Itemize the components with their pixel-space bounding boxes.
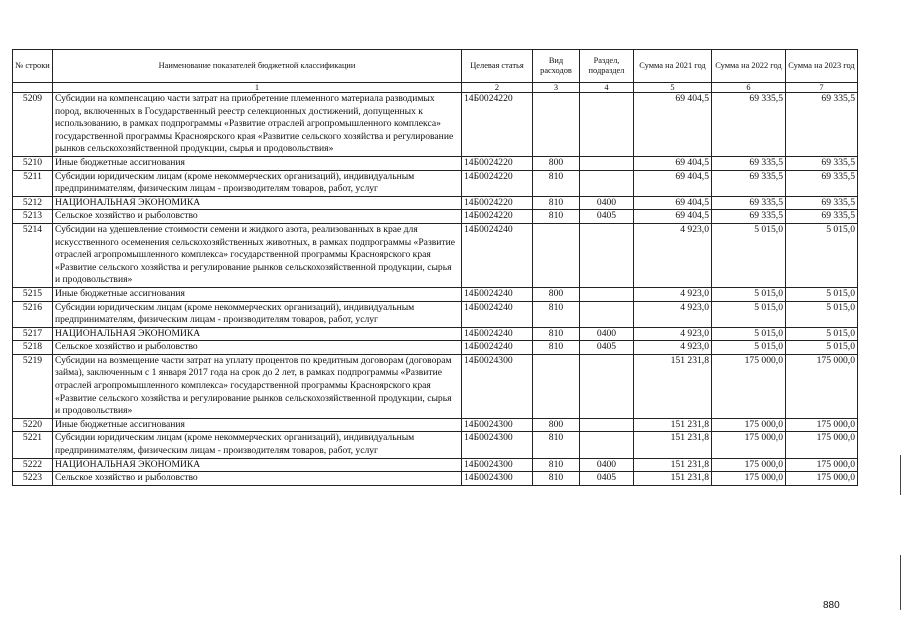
sum-2021-cell: 4 923,0 — [634, 287, 712, 301]
section-cell — [580, 156, 634, 170]
row-number-cell: 5218 — [13, 341, 53, 355]
row-number-cell: 5222 — [13, 458, 53, 472]
sum-2021-cell: 69 404,5 — [634, 170, 712, 196]
section-cell: 0400 — [580, 458, 634, 472]
expense-type-cell: 810 — [533, 458, 580, 472]
section-cell — [580, 287, 634, 301]
target-article-cell: 14Б0024220 — [462, 196, 533, 210]
header-expense-type: Вид расходов — [533, 50, 580, 83]
table-row — [13, 341, 858, 355]
sum-2022-cell: 69 335,5 — [712, 93, 786, 157]
sum-2021-cell: 69 404,5 — [634, 156, 712, 170]
section-cell — [580, 432, 634, 458]
row-number-cell: 5221 — [13, 432, 53, 458]
table-row — [13, 327, 858, 341]
sum-2023-cell: 175 000,0 — [786, 418, 858, 432]
target-article-cell: 14Б0024300 — [462, 432, 533, 458]
column-number: 1 — [53, 83, 462, 93]
sum-2022-cell: 175 000,0 — [712, 432, 786, 458]
indicator-name-cell: НАЦИОНАЛЬНАЯ ЭКОНОМИКА — [53, 196, 462, 210]
table-row — [13, 196, 858, 210]
budget-table-container — [12, 49, 857, 486]
table-row — [13, 472, 858, 486]
indicator-name-cell: Иные бюджетные ассигнования — [53, 418, 462, 432]
row-number-cell: 5215 — [13, 287, 53, 301]
indicator-name-cell: Субсидии юридическим лицам (кроме некоммерческих организаций), индивидуальным предпринимателям, физическим лицам - производителям товаров, работ, услуг — [53, 301, 462, 327]
sum-2023-cell: 175 000,0 — [786, 458, 858, 472]
section-cell — [580, 354, 634, 418]
sum-2022-cell: 175 000,0 — [712, 458, 786, 472]
sum-2021-cell: 151 231,8 — [634, 472, 712, 486]
column-number: 7 — [786, 83, 858, 93]
expense-type-cell — [533, 223, 580, 287]
row-number-cell: 5213 — [13, 210, 53, 224]
column-number: 6 — [712, 83, 786, 93]
expense-type-cell: 810 — [533, 170, 580, 196]
row-number-cell: 5210 — [13, 156, 53, 170]
row-number-cell: 5212 — [13, 196, 53, 210]
table-row — [13, 93, 858, 157]
target-article-cell: 14Б0024240 — [462, 287, 533, 301]
sum-2021-cell: 69 404,5 — [634, 196, 712, 210]
expense-type-cell: 800 — [533, 418, 580, 432]
table-row — [13, 223, 858, 287]
sum-2022-cell: 69 335,5 — [712, 170, 786, 196]
sum-2021-cell: 4 923,0 — [634, 223, 712, 287]
row-number-cell: 5217 — [13, 327, 53, 341]
table-row — [13, 210, 858, 224]
indicator-name-cell: Субсидии на возмещение части затрат на уплату процентов по кредитным договорам (договорам займа), заключенным с 1 января 2017 года на срок до 2 лет, в рамках подпрограммы «Развитие отраслей агропромышленного комплекса» государственной программы Красноярского края «Развитие сельского хозяйства и регулирование рынков сельскохозяйственной продукции, сырья и продовольствия» — [53, 354, 462, 418]
header-sum-2023: Сумма на 2023 год — [786, 50, 858, 83]
target-article-cell: 14Б0024220 — [462, 210, 533, 224]
sum-2023-cell: 69 335,5 — [786, 170, 858, 196]
header-indicator-name: Наименование показателей бюджетной классификации — [53, 50, 462, 83]
expense-type-cell: 810 — [533, 432, 580, 458]
header-target-article: Целевая статья — [462, 50, 533, 83]
table-row — [13, 432, 858, 458]
column-number: 2 — [462, 83, 533, 93]
scan-edge-mark — [900, 555, 901, 610]
sum-2022-cell: 175 000,0 — [712, 354, 786, 418]
column-number — [13, 83, 53, 93]
row-number-cell: 5223 — [13, 472, 53, 486]
sum-2021-cell: 4 923,0 — [634, 301, 712, 327]
section-cell: 0405 — [580, 341, 634, 355]
row-number-cell: 5214 — [13, 223, 53, 287]
target-article-cell: 14Б0024300 — [462, 472, 533, 486]
row-number-cell: 5211 — [13, 170, 53, 196]
target-article-cell: 14Б0024300 — [462, 458, 533, 472]
sum-2021-cell: 4 923,0 — [634, 327, 712, 341]
expense-type-cell: 810 — [533, 341, 580, 355]
target-article-cell: 14Б0024220 — [462, 170, 533, 196]
header-sum-2022: Сумма на 2022 год — [712, 50, 786, 83]
sum-2023-cell: 5 015,0 — [786, 341, 858, 355]
sum-2023-cell: 69 335,5 — [786, 156, 858, 170]
header-sum-2021: Сумма на 2021 год — [634, 50, 712, 83]
table-body — [13, 93, 858, 486]
sum-2022-cell: 69 335,5 — [712, 156, 786, 170]
indicator-name-cell: Иные бюджетные ассигнования — [53, 156, 462, 170]
sum-2023-cell: 69 335,5 — [786, 210, 858, 224]
target-article-cell: 14Б0024220 — [462, 156, 533, 170]
expense-type-cell: 810 — [533, 472, 580, 486]
target-article-cell: 14Б0024240 — [462, 301, 533, 327]
sum-2021-cell: 4 923,0 — [634, 341, 712, 355]
sum-2023-cell: 175 000,0 — [786, 432, 858, 458]
sum-2022-cell: 5 015,0 — [712, 223, 786, 287]
row-number-cell: 5209 — [13, 93, 53, 157]
expense-type-cell: 810 — [533, 301, 580, 327]
target-article-cell: 14Б0024240 — [462, 341, 533, 355]
sum-2021-cell: 151 231,8 — [634, 354, 712, 418]
section-cell — [580, 170, 634, 196]
sum-2023-cell: 5 015,0 — [786, 327, 858, 341]
sum-2023-cell: 5 015,0 — [786, 223, 858, 287]
sum-2022-cell: 5 015,0 — [712, 341, 786, 355]
sum-2022-cell: 175 000,0 — [712, 472, 786, 486]
sum-2022-cell: 69 335,5 — [712, 210, 786, 224]
sum-2023-cell: 175 000,0 — [786, 354, 858, 418]
table-row — [13, 156, 858, 170]
column-number: 3 — [533, 83, 580, 93]
sum-2022-cell: 5 015,0 — [712, 301, 786, 327]
sum-2022-cell: 5 015,0 — [712, 327, 786, 341]
indicator-name-cell: НАЦИОНАЛЬНАЯ ЭКОНОМИКА — [53, 327, 462, 341]
section-cell: 0405 — [580, 210, 634, 224]
scan-edge-mark — [900, 455, 901, 495]
section-cell — [580, 301, 634, 327]
row-number-cell: 5219 — [13, 354, 53, 418]
expense-type-cell — [533, 93, 580, 157]
expense-type-cell — [533, 354, 580, 418]
row-number-cell: 5216 — [13, 301, 53, 327]
page-number: 880 — [823, 600, 840, 611]
table-row — [13, 354, 858, 418]
indicator-name-cell: Субсидии юридическим лицам (кроме некоммерческих организаций), индивидуальным предпринимателям, физическим лицам - производителям товаров, работ, услуг — [53, 170, 462, 196]
column-number-row — [13, 83, 858, 93]
sum-2022-cell: 175 000,0 — [712, 418, 786, 432]
sum-2021-cell: 69 404,5 — [634, 210, 712, 224]
table-row — [13, 458, 858, 472]
target-article-cell: 14Б0024300 — [462, 354, 533, 418]
table-row — [13, 287, 858, 301]
header-row-number: № строки — [13, 50, 53, 83]
table-header-row — [13, 50, 858, 83]
indicator-name-cell: Субсидии юридическим лицам (кроме некоммерческих организаций), индивидуальным предпринимателям, физическим лицам - производителям товаров, работ, услуг — [53, 432, 462, 458]
section-cell — [580, 223, 634, 287]
indicator-name-cell: Сельское хозяйство и рыболовство — [53, 210, 462, 224]
sum-2023-cell: 69 335,5 — [786, 196, 858, 210]
section-cell: 0405 — [580, 472, 634, 486]
column-number: 4 — [580, 83, 634, 93]
target-article-cell: 14Б0024220 — [462, 93, 533, 157]
header-section: Раздел, подраздел — [580, 50, 634, 83]
expense-type-cell: 810 — [533, 210, 580, 224]
sum-2021-cell: 151 231,8 — [634, 418, 712, 432]
row-number-cell: 5220 — [13, 418, 53, 432]
indicator-name-cell: Субсидии на удешевление стоимости семени и жидкого азота, реализованных в крае для искусственного осеменения сельскохозяйственных животных, в рамках подпрограммы «Развитие отраслей агропромышленного комплекса» государственной программы Красноярского края «Развитие сельского хозяйства и регулирование рынков сельскохозяйственной продукции, сырья и продовольствия» — [53, 223, 462, 287]
sum-2022-cell: 69 335,5 — [712, 196, 786, 210]
sum-2023-cell: 175 000,0 — [786, 472, 858, 486]
expense-type-cell: 810 — [533, 327, 580, 341]
sum-2023-cell: 5 015,0 — [786, 287, 858, 301]
sum-2021-cell: 69 404,5 — [634, 93, 712, 157]
expense-type-cell: 800 — [533, 156, 580, 170]
section-cell: 0400 — [580, 196, 634, 210]
section-cell — [580, 93, 634, 157]
table-row — [13, 301, 858, 327]
target-article-cell: 14Б0024240 — [462, 223, 533, 287]
sum-2023-cell: 69 335,5 — [786, 93, 858, 157]
indicator-name-cell: Сельское хозяйство и рыболовство — [53, 472, 462, 486]
indicator-name-cell: Иные бюджетные ассигнования — [53, 287, 462, 301]
table-row — [13, 418, 858, 432]
sum-2023-cell: 5 015,0 — [786, 301, 858, 327]
target-article-cell: 14Б0024240 — [462, 327, 533, 341]
indicator-name-cell: НАЦИОНАЛЬНАЯ ЭКОНОМИКА — [53, 458, 462, 472]
sum-2021-cell: 151 231,8 — [634, 458, 712, 472]
section-cell: 0400 — [580, 327, 634, 341]
indicator-name-cell: Субсидии на компенсацию части затрат на приобретение племенного материала разводимых пород, включенных в Государственный реестр селекционных достижений, допущенных к использованию, в рамках подпрограммы «Развитие отраслей агропромышленного комплекса» государственной программы Красноярского края «Развитие сельского хозяйства и регулирование рынков сельскохозяйственной продукции, сырья и продовольствия» — [53, 93, 462, 157]
budget-table — [12, 49, 858, 486]
expense-type-cell: 810 — [533, 196, 580, 210]
expense-type-cell: 800 — [533, 287, 580, 301]
target-article-cell: 14Б0024300 — [462, 418, 533, 432]
sum-2022-cell: 5 015,0 — [712, 287, 786, 301]
column-number: 5 — [634, 83, 712, 93]
indicator-name-cell: Сельское хозяйство и рыболовство — [53, 341, 462, 355]
table-row — [13, 170, 858, 196]
sum-2021-cell: 151 231,8 — [634, 432, 712, 458]
section-cell — [580, 418, 634, 432]
